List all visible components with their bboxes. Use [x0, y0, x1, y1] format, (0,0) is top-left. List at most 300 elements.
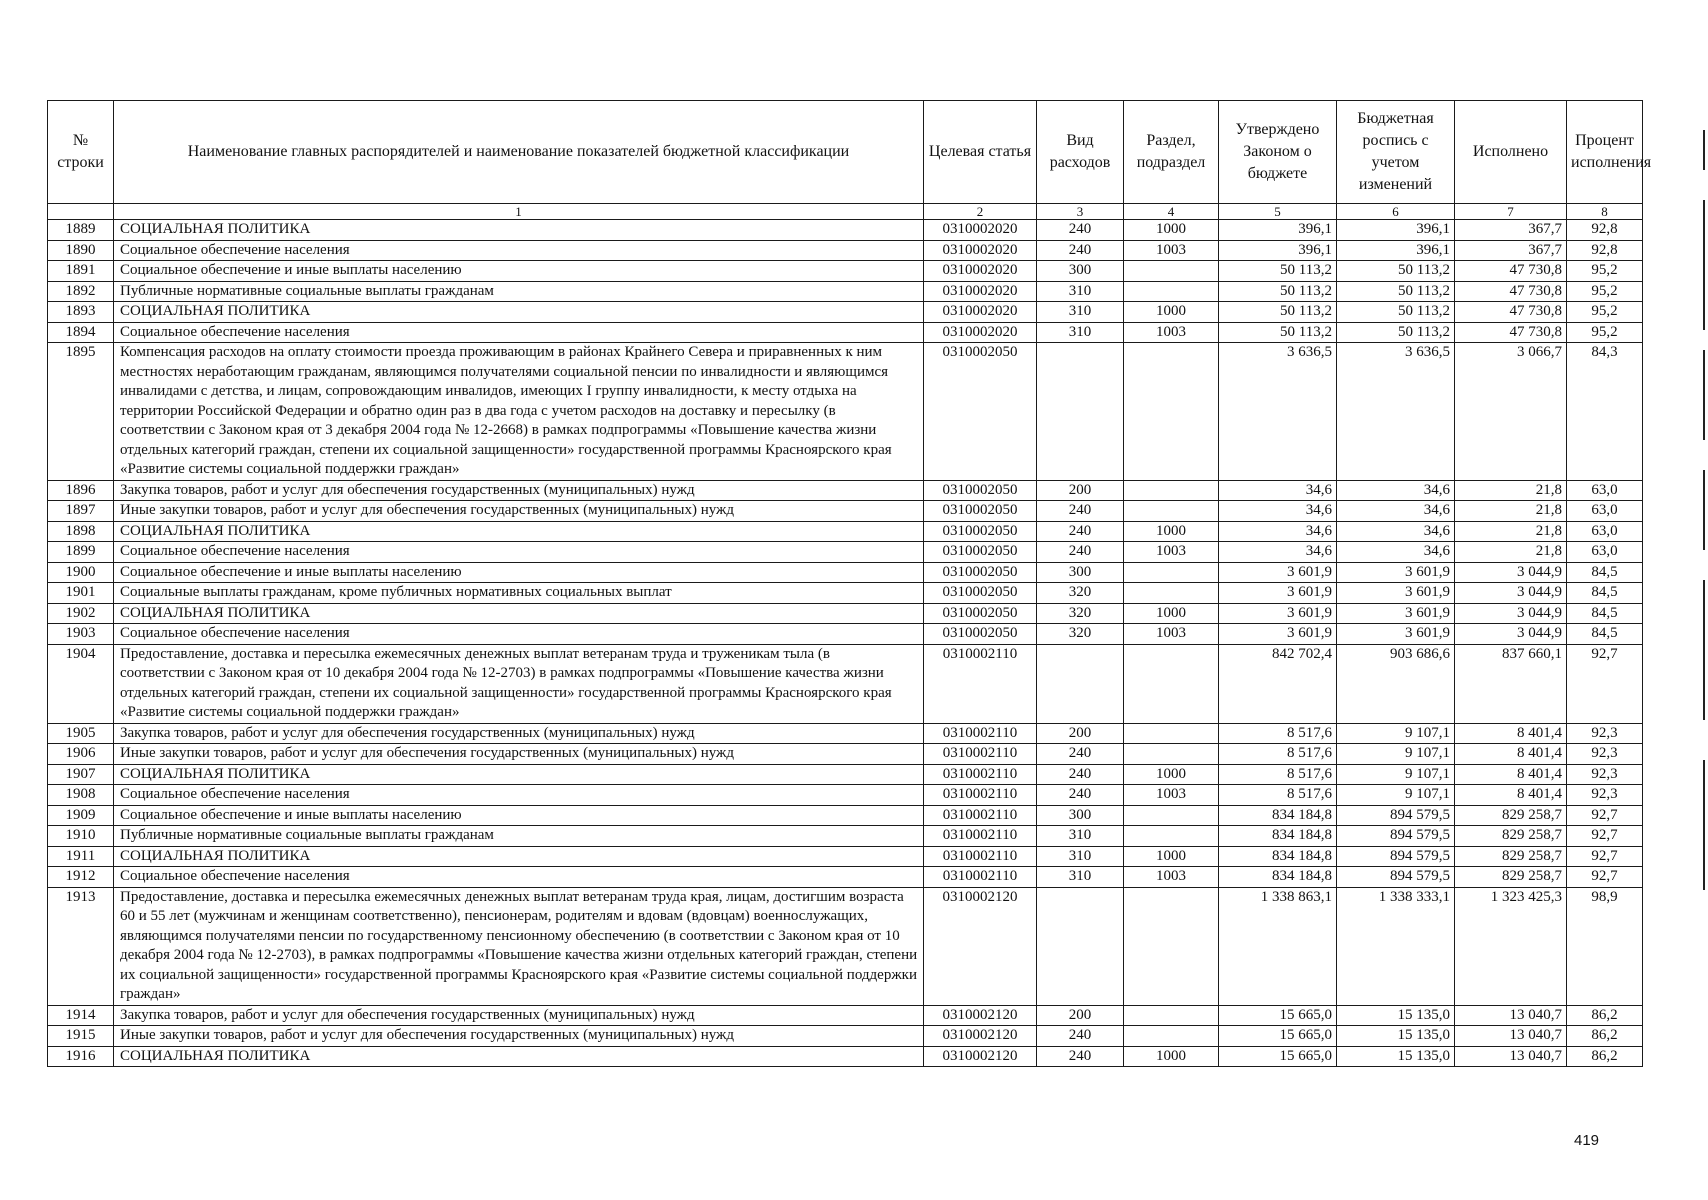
row-name-cell: СОЦИАЛЬНАЯ ПОЛИТИКА [114, 302, 924, 323]
approved-cell: 1 338 863,1 [1219, 887, 1337, 1005]
target-article-cell: 0310002020 [924, 281, 1037, 302]
expense-type-cell [1037, 887, 1124, 1005]
executed-cell: 3 044,9 [1455, 624, 1567, 645]
executed-cell: 13 040,7 [1455, 1026, 1567, 1047]
approved-cell: 50 113,2 [1219, 302, 1337, 323]
target-article-cell: 0310002050 [924, 501, 1037, 522]
percent-cell: 84,5 [1567, 624, 1643, 645]
section-cell [1124, 1026, 1219, 1047]
row-number-cell: 1892 [48, 281, 114, 302]
target-article-cell: 0310002050 [924, 583, 1037, 604]
row-number-cell: 1903 [48, 624, 114, 645]
row-number-cell: 1911 [48, 846, 114, 867]
executed-cell: 837 660,1 [1455, 644, 1567, 723]
expense-type-cell: 310 [1037, 846, 1124, 867]
executed-cell: 829 258,7 [1455, 867, 1567, 888]
budget-schedule-cell: 9 107,1 [1337, 764, 1455, 785]
executed-cell: 3 066,7 [1455, 343, 1567, 481]
row-name-cell: Социальное обеспечение и иные выплаты населению [114, 562, 924, 583]
expense-type-cell: 310 [1037, 867, 1124, 888]
percent-cell: 63,0 [1567, 542, 1643, 563]
expense-type-cell: 240 [1037, 521, 1124, 542]
executed-cell: 1 323 425,3 [1455, 887, 1567, 1005]
row-name-cell: Иные закупки товаров, работ и услуг для обеспечения государственных (муниципальных) нужд [114, 1026, 924, 1047]
expense-type-cell: 300 [1037, 562, 1124, 583]
expense-type-cell: 240 [1037, 542, 1124, 563]
approved-cell: 50 113,2 [1219, 261, 1337, 282]
approved-cell: 8 517,6 [1219, 723, 1337, 744]
table-row [48, 603, 1643, 624]
row-number-cell: 1889 [48, 220, 114, 241]
percent-cell: 92,7 [1567, 826, 1643, 847]
budget-schedule-cell: 3 601,9 [1337, 583, 1455, 604]
table-row [48, 624, 1643, 645]
executed-cell: 3 044,9 [1455, 562, 1567, 583]
expense-type-cell: 300 [1037, 805, 1124, 826]
expense-type-cell: 240 [1037, 240, 1124, 261]
table-row [48, 521, 1643, 542]
table-row [48, 785, 1643, 806]
budget-schedule-cell: 34,6 [1337, 480, 1455, 501]
approved-cell: 34,6 [1219, 480, 1337, 501]
approved-cell: 3 601,9 [1219, 562, 1337, 583]
percent-cell: 63,0 [1567, 501, 1643, 522]
row-number-cell: 1897 [48, 501, 114, 522]
expense-type-cell: 240 [1037, 501, 1124, 522]
budget-schedule-cell: 34,6 [1337, 521, 1455, 542]
row-number-cell: 1894 [48, 322, 114, 343]
row-number-cell: 1900 [48, 562, 114, 583]
section-cell [1124, 805, 1219, 826]
target-article-cell: 0310002110 [924, 846, 1037, 867]
section-cell: 1003 [1124, 867, 1219, 888]
section-cell [1124, 343, 1219, 481]
row-name-cell: Публичные нормативные социальные выплаты гражданам [114, 281, 924, 302]
row-number-cell: 1904 [48, 644, 114, 723]
percent-cell: 84,5 [1567, 603, 1643, 624]
target-article-cell: 0310002050 [924, 542, 1037, 563]
budget-table-container [47, 100, 1652, 1067]
budget-schedule-cell: 3 601,9 [1337, 603, 1455, 624]
approved-cell: 34,6 [1219, 521, 1337, 542]
row-name-cell: Социальное обеспечение населения [114, 624, 924, 645]
budget-schedule-cell: 894 579,5 [1337, 846, 1455, 867]
approved-cell: 3 601,9 [1219, 603, 1337, 624]
approved-cell: 8 517,6 [1219, 764, 1337, 785]
section-cell [1124, 501, 1219, 522]
percent-cell: 92,3 [1567, 785, 1643, 806]
row-name-cell: Социальное обеспечение населения [114, 785, 924, 806]
percent-cell: 92,3 [1567, 764, 1643, 785]
header-expense-type: Вид расходов [1037, 101, 1124, 204]
percent-cell: 95,2 [1567, 302, 1643, 323]
table-row [48, 1005, 1643, 1026]
budget-schedule-cell: 3 601,9 [1337, 562, 1455, 583]
row-number-cell: 1893 [48, 302, 114, 323]
section-cell: 1003 [1124, 542, 1219, 563]
executed-cell: 8 401,4 [1455, 785, 1567, 806]
budget-schedule-cell: 894 579,5 [1337, 867, 1455, 888]
row-name-cell: Закупка товаров, работ и услуг для обеспечения государственных (муниципальных) нужд [114, 480, 924, 501]
target-article-cell: 0310002050 [924, 603, 1037, 624]
header-budget-schedule: Бюджетная роспись с учетом изменений [1337, 101, 1455, 204]
budget-schedule-cell: 34,6 [1337, 542, 1455, 563]
percent-cell: 86,2 [1567, 1046, 1643, 1067]
table-row [48, 744, 1643, 765]
target-article-cell: 0310002120 [924, 1046, 1037, 1067]
percent-cell: 86,2 [1567, 1026, 1643, 1047]
column-number: 4 [1124, 204, 1219, 220]
scan-edge-mark [1703, 470, 1705, 550]
executed-cell: 21,8 [1455, 521, 1567, 542]
expense-type-cell: 320 [1037, 583, 1124, 604]
scan-edge-mark [1703, 350, 1705, 440]
row-name-cell: Публичные нормативные социальные выплаты гражданам [114, 826, 924, 847]
percent-cell: 86,2 [1567, 1005, 1643, 1026]
row-name-cell: Иные закупки товаров, работ и услуг для обеспечения государственных (муниципальных) нужд [114, 501, 924, 522]
table-row [48, 240, 1643, 261]
expense-type-cell: 240 [1037, 744, 1124, 765]
table-row [48, 480, 1643, 501]
table-row [48, 542, 1643, 563]
executed-cell: 367,7 [1455, 240, 1567, 261]
target-article-cell: 0310002110 [924, 723, 1037, 744]
expense-type-cell: 310 [1037, 302, 1124, 323]
expense-type-cell [1037, 644, 1124, 723]
percent-cell: 63,0 [1567, 521, 1643, 542]
target-article-cell: 0310002050 [924, 343, 1037, 481]
header-percent: Процент исполнения [1567, 101, 1643, 204]
row-number-cell: 1910 [48, 826, 114, 847]
row-number-cell: 1916 [48, 1046, 114, 1067]
executed-cell: 829 258,7 [1455, 846, 1567, 867]
target-article-cell: 0310002020 [924, 322, 1037, 343]
row-name-cell: Предоставление, доставка и пересылка ежемесячных денежных выплат ветеранам труда края, лицам, достигшим возраста 60 и 55 лет (мужчинам и женщинам соответственно), пенсионерам, родителям и вдовам (вдовцам) военнослужащих, являющимся получателями пенсии по государственному пенсионному обеспечению (в соответствии с Законом края от 10 декабря 2004 года № 12-2703), в рамках подпрограммы «Повышение качества жизни отдельных категорий граждан, степени их социальной защищенности» государственной программы Красноярского края «Развитие системы социальной поддержки граждан» [114, 887, 924, 1005]
approved-cell: 34,6 [1219, 501, 1337, 522]
row-name-cell: Социальное обеспечение населения [114, 240, 924, 261]
table-header [48, 101, 1652, 220]
target-article-cell: 0310002120 [924, 1026, 1037, 1047]
approved-cell: 3 636,5 [1219, 343, 1337, 481]
section-cell [1124, 562, 1219, 583]
row-name-cell: Социальное обеспечение населения [114, 542, 924, 563]
budget-schedule-cell: 9 107,1 [1337, 723, 1455, 744]
table-row [48, 220, 1643, 241]
executed-cell: 8 401,4 [1455, 744, 1567, 765]
percent-cell: 92,3 [1567, 723, 1643, 744]
executed-cell: 8 401,4 [1455, 723, 1567, 744]
executed-cell: 367,7 [1455, 220, 1567, 241]
scan-edge-mark [1703, 580, 1705, 720]
approved-cell: 3 601,9 [1219, 583, 1337, 604]
row-name-cell: СОЦИАЛЬНАЯ ПОЛИТИКА [114, 603, 924, 624]
budget-schedule-cell: 3 601,9 [1337, 624, 1455, 645]
row-name-cell: СОЦИАЛЬНАЯ ПОЛИТИКА [114, 521, 924, 542]
row-number-cell: 1909 [48, 805, 114, 826]
column-number: 7 [1455, 204, 1567, 220]
row-number-cell: 1915 [48, 1026, 114, 1047]
row-number-cell: 1907 [48, 764, 114, 785]
executed-cell: 13 040,7 [1455, 1046, 1567, 1067]
row-number-cell: 1895 [48, 343, 114, 481]
approved-cell: 50 113,2 [1219, 281, 1337, 302]
budget-schedule-cell: 50 113,2 [1337, 261, 1455, 282]
percent-cell: 98,9 [1567, 887, 1643, 1005]
table-row [48, 261, 1643, 282]
table-row [48, 281, 1643, 302]
budget-schedule-cell: 894 579,5 [1337, 826, 1455, 847]
header-name: Наименование главных распорядителей и наименование показателей бюджетной классификации [114, 101, 924, 204]
executed-cell: 3 044,9 [1455, 583, 1567, 604]
table-row [48, 501, 1643, 522]
section-cell [1124, 583, 1219, 604]
section-cell [1124, 1005, 1219, 1026]
section-cell: 1000 [1124, 521, 1219, 542]
expense-type-cell: 200 [1037, 480, 1124, 501]
executed-cell: 47 730,8 [1455, 281, 1567, 302]
row-name-cell: Закупка товаров, работ и услуг для обеспечения государственных (муниципальных) нужд [114, 1005, 924, 1026]
approved-cell: 834 184,8 [1219, 867, 1337, 888]
section-cell [1124, 826, 1219, 847]
row-number-cell: 1898 [48, 521, 114, 542]
approved-cell: 15 665,0 [1219, 1005, 1337, 1026]
target-article-cell: 0310002120 [924, 1005, 1037, 1026]
section-cell: 1000 [1124, 603, 1219, 624]
approved-cell: 15 665,0 [1219, 1026, 1337, 1047]
header-section: Раздел, подраздел [1124, 101, 1219, 204]
expense-type-cell: 240 [1037, 764, 1124, 785]
row-name-cell: Социальные выплаты гражданам, кроме публичных нормативных социальных выплат [114, 583, 924, 604]
header-executed: Исполнено [1455, 101, 1567, 204]
target-article-cell: 0310002020 [924, 261, 1037, 282]
target-article-cell: 0310002110 [924, 785, 1037, 806]
table-row [48, 1046, 1643, 1067]
target-article-cell: 0310002020 [924, 302, 1037, 323]
executed-cell: 47 730,8 [1455, 261, 1567, 282]
row-name-cell: СОЦИАЛЬНАЯ ПОЛИТИКА [114, 1046, 924, 1067]
target-article-cell: 0310002110 [924, 805, 1037, 826]
budget-schedule-cell: 894 579,5 [1337, 805, 1455, 826]
target-article-cell: 0310002110 [924, 644, 1037, 723]
header-row-no: № строки [48, 101, 114, 204]
column-number-blank [48, 204, 114, 220]
expense-type-cell: 200 [1037, 1005, 1124, 1026]
row-name-cell: Социальное обеспечение и иные выплаты населению [114, 261, 924, 282]
budget-schedule-cell: 396,1 [1337, 220, 1455, 241]
table-row [48, 562, 1643, 583]
section-cell [1124, 887, 1219, 1005]
percent-cell: 95,2 [1567, 322, 1643, 343]
row-number-cell: 1912 [48, 867, 114, 888]
table-row [48, 322, 1643, 343]
target-article-cell: 0310002050 [924, 480, 1037, 501]
target-article-cell: 0310002020 [924, 220, 1037, 241]
approved-cell: 34,6 [1219, 542, 1337, 563]
table-row [48, 583, 1643, 604]
executed-cell: 47 730,8 [1455, 302, 1567, 323]
section-cell [1124, 744, 1219, 765]
approved-cell: 396,1 [1219, 240, 1337, 261]
header-approved: Утверждено Законом о бюджете [1219, 101, 1337, 204]
row-number-cell: 1899 [48, 542, 114, 563]
percent-cell: 84,5 [1567, 562, 1643, 583]
budget-schedule-cell: 9 107,1 [1337, 744, 1455, 765]
budget-schedule-cell: 15 135,0 [1337, 1046, 1455, 1067]
approved-cell: 3 601,9 [1219, 624, 1337, 645]
approved-cell: 842 702,4 [1219, 644, 1337, 723]
percent-cell: 84,5 [1567, 583, 1643, 604]
header-target-article: Целевая статья [924, 101, 1037, 204]
column-number: 6 [1337, 204, 1455, 220]
executed-cell: 13 040,7 [1455, 1005, 1567, 1026]
budget-schedule-cell: 50 113,2 [1337, 302, 1455, 323]
section-cell: 1003 [1124, 785, 1219, 806]
executed-cell: 21,8 [1455, 542, 1567, 563]
target-article-cell: 0310002110 [924, 867, 1037, 888]
column-number: 8 [1567, 204, 1643, 220]
target-article-cell: 0310002110 [924, 764, 1037, 785]
approved-cell: 834 184,8 [1219, 805, 1337, 826]
expense-type-cell: 320 [1037, 603, 1124, 624]
target-article-cell: 0310002110 [924, 826, 1037, 847]
approved-cell: 50 113,2 [1219, 322, 1337, 343]
section-cell [1124, 261, 1219, 282]
table-row [48, 343, 1643, 481]
budget-execution-table [47, 100, 1652, 1067]
section-cell: 1003 [1124, 322, 1219, 343]
approved-cell: 8 517,6 [1219, 785, 1337, 806]
budget-schedule-cell: 50 113,2 [1337, 322, 1455, 343]
expense-type-cell: 240 [1037, 1026, 1124, 1047]
expense-type-cell: 310 [1037, 281, 1124, 302]
percent-cell: 92,7 [1567, 805, 1643, 826]
table-row [48, 302, 1643, 323]
section-cell: 1000 [1124, 764, 1219, 785]
section-cell [1124, 281, 1219, 302]
target-article-cell: 0310002050 [924, 521, 1037, 542]
table-row [48, 723, 1643, 744]
row-name-cell: Социальное обеспечение населения [114, 867, 924, 888]
executed-cell: 3 044,9 [1455, 603, 1567, 624]
row-number-cell: 1913 [48, 887, 114, 1005]
percent-cell: 92,3 [1567, 744, 1643, 765]
percent-cell: 95,2 [1567, 261, 1643, 282]
row-name-cell: СОЦИАЛЬНАЯ ПОЛИТИКА [114, 220, 924, 241]
scan-edge-mark [1703, 200, 1705, 330]
section-cell: 1000 [1124, 220, 1219, 241]
percent-cell: 92,8 [1567, 220, 1643, 241]
row-number-cell: 1896 [48, 480, 114, 501]
executed-cell: 829 258,7 [1455, 826, 1567, 847]
executed-cell: 829 258,7 [1455, 805, 1567, 826]
approved-cell: 834 184,8 [1219, 826, 1337, 847]
executed-cell: 47 730,8 [1455, 322, 1567, 343]
column-number: 5 [1219, 204, 1337, 220]
approved-cell: 834 184,8 [1219, 846, 1337, 867]
percent-cell: 92,7 [1567, 846, 1643, 867]
target-article-cell: 0310002110 [924, 744, 1037, 765]
budget-schedule-cell: 34,6 [1337, 501, 1455, 522]
approved-cell: 8 517,6 [1219, 744, 1337, 765]
table-row [48, 867, 1643, 888]
budget-schedule-cell: 3 636,5 [1337, 343, 1455, 481]
table-body [48, 220, 1643, 1067]
column-number: 3 [1037, 204, 1124, 220]
budget-schedule-cell: 15 135,0 [1337, 1026, 1455, 1047]
row-name-cell: СОЦИАЛЬНАЯ ПОЛИТИКА [114, 846, 924, 867]
percent-cell: 84,3 [1567, 343, 1643, 481]
row-name-cell: Компенсация расходов на оплату стоимости проезда проживающим в районах Крайнего Севера и приравненных к ним местностях неработающим гражданам, являющимся получателями социальной пенсии по инвалидности и являющимся инвалидами с детства, и лицам, сопровождающим инвалидов, имеющих I группу инвалидности, к месту отдыха на территории Российской Федерации и обратно один раз в два года с учетом расходов на доставку и пересылку (в соответствии с Законом края от 3 декабря 2004 года № 12-2668) в рамках подпрограммы «Повышение качества жизни отдельных категорий граждан, степени их социальной защищенности» государственной программы Красноярского края «Развитие системы социальной поддержки граждан» [114, 343, 924, 481]
row-number-cell: 1914 [48, 1005, 114, 1026]
executed-cell: 8 401,4 [1455, 764, 1567, 785]
row-number-cell: 1905 [48, 723, 114, 744]
page-number: 419 [1574, 1132, 1600, 1149]
section-cell [1124, 644, 1219, 723]
row-name-cell: Закупка товаров, работ и услуг для обеспечения государственных (муниципальных) нужд [114, 723, 924, 744]
scan-edge-mark [1703, 760, 1705, 890]
row-name-cell: Предоставление, доставка и пересылка ежемесячных денежных выплат ветеранам труда и труженикам тыла (в соответствии с Законом края от 10 декабря 2004 года № 12-2703) в рамках подпрограммы «Повышение качества жизни отдельных категорий граждан, степени их социальной защищенности» государственной программы Красноярского края «Развитие системы социальной поддержки граждан» [114, 644, 924, 723]
row-name-cell: Иные закупки товаров, работ и услуг для обеспечения государственных (муниципальных) нужд [114, 744, 924, 765]
budget-schedule-cell: 50 113,2 [1337, 281, 1455, 302]
row-number-cell: 1891 [48, 261, 114, 282]
column-number: 2 [924, 204, 1037, 220]
table-row [48, 644, 1643, 723]
section-cell [1124, 480, 1219, 501]
row-number-cell: 1901 [48, 583, 114, 604]
row-number-cell: 1902 [48, 603, 114, 624]
section-cell: 1000 [1124, 302, 1219, 323]
target-article-cell: 0310002050 [924, 562, 1037, 583]
expense-type-cell: 300 [1037, 261, 1124, 282]
percent-cell: 63,0 [1567, 480, 1643, 501]
percent-cell: 92,7 [1567, 867, 1643, 888]
section-cell: 1003 [1124, 240, 1219, 261]
section-cell: 1000 [1124, 846, 1219, 867]
scan-edge-mark [1703, 130, 1705, 170]
row-name-cell: Социальное обеспечение населения [114, 322, 924, 343]
budget-schedule-cell: 1 338 333,1 [1337, 887, 1455, 1005]
expense-type-cell: 240 [1037, 785, 1124, 806]
percent-cell: 92,8 [1567, 240, 1643, 261]
percent-cell: 95,2 [1567, 281, 1643, 302]
section-cell: 1000 [1124, 1046, 1219, 1067]
executed-cell: 21,8 [1455, 480, 1567, 501]
target-article-cell: 0310002050 [924, 624, 1037, 645]
row-number-cell: 1890 [48, 240, 114, 261]
expense-type-cell [1037, 343, 1124, 481]
budget-schedule-cell: 903 686,6 [1337, 644, 1455, 723]
expense-type-cell: 240 [1037, 220, 1124, 241]
header-row [48, 101, 1643, 204]
section-cell [1124, 723, 1219, 744]
approved-cell: 396,1 [1219, 220, 1337, 241]
target-article-cell: 0310002020 [924, 240, 1037, 261]
expense-type-cell: 310 [1037, 322, 1124, 343]
row-name-cell: Социальное обеспечение и иные выплаты населению [114, 805, 924, 826]
column-number: 1 [114, 204, 924, 220]
expense-type-cell: 240 [1037, 1046, 1124, 1067]
budget-schedule-cell: 9 107,1 [1337, 785, 1455, 806]
column-number-row [48, 204, 1643, 220]
table-row [48, 1026, 1643, 1047]
table-row [48, 846, 1643, 867]
expense-type-cell: 320 [1037, 624, 1124, 645]
table-row [48, 805, 1643, 826]
target-article-cell: 0310002120 [924, 887, 1037, 1005]
row-name-cell: СОЦИАЛЬНАЯ ПОЛИТИКА [114, 764, 924, 785]
approved-cell: 15 665,0 [1219, 1046, 1337, 1067]
expense-type-cell: 200 [1037, 723, 1124, 744]
